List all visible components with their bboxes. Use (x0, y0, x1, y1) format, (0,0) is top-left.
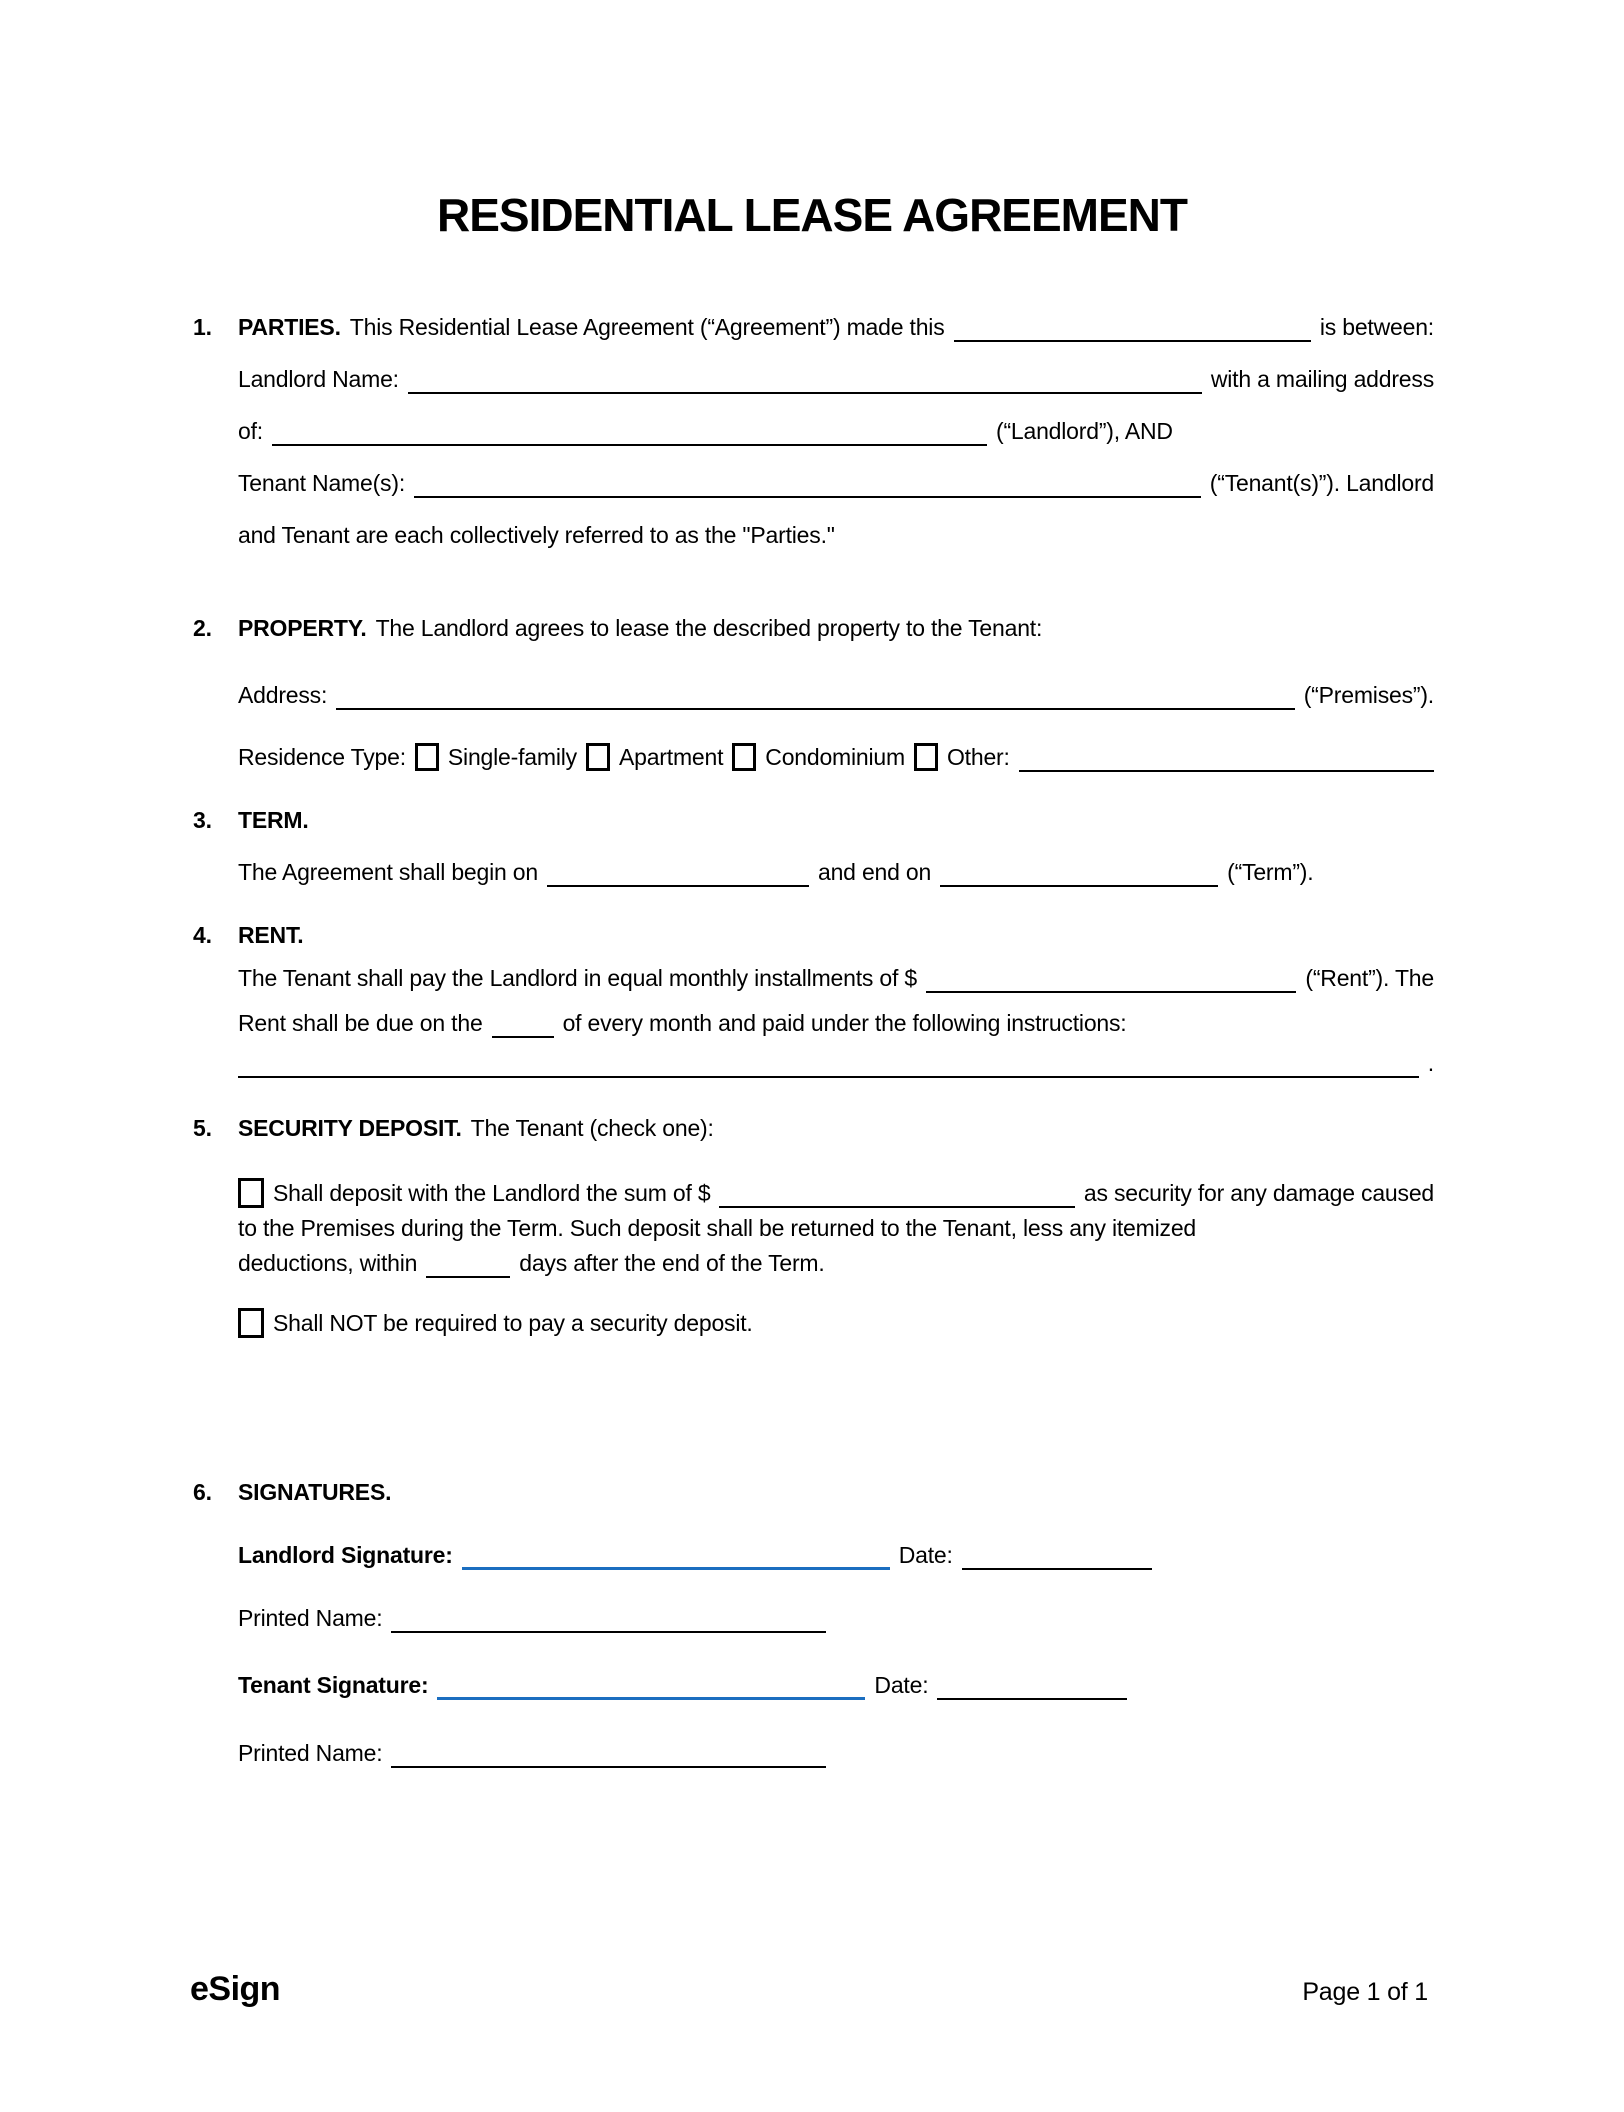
checkbox-other[interactable] (914, 743, 938, 771)
parties-closing-text: and Tenant are each collectively referred to as the "Parties." (238, 522, 835, 548)
residence-type-line (238, 742, 1434, 772)
property-heading-line (193, 613, 1434, 643)
rent-instructions-text: of every month and paid under the following instructions: (562, 1010, 1127, 1036)
deposit-option-1-line-3 (238, 1248, 1434, 1278)
blank-tenant-names[interactable] (414, 487, 1201, 498)
checkbox-condominium[interactable] (732, 743, 756, 771)
of-label: of: (238, 418, 263, 444)
blank-landlord-address[interactable] (272, 435, 987, 446)
term-line (238, 857, 1434, 887)
deposit-heading-line (193, 1113, 1434, 1143)
rent-line-2 (238, 1008, 1434, 1038)
landlord-defined-text: (“Landlord”), AND (995, 418, 1173, 444)
rent-defined-text: (“Rent”). The (1305, 965, 1434, 991)
blank-term-start-date[interactable] (547, 876, 809, 887)
section-4-heading: RENT. (238, 922, 304, 948)
section-5-number: 5. (193, 1115, 212, 1141)
mailing-address-text: with a mailing address (1210, 366, 1434, 392)
section-2-number: 2. (193, 615, 212, 641)
section-2-heading: PROPERTY. (238, 615, 367, 641)
blank-rent-due-day[interactable] (492, 1027, 554, 1038)
parties-line-4 (238, 468, 1434, 498)
section-6-number: 6. (193, 1479, 212, 1505)
landlord-date-label: Date: (898, 1542, 953, 1568)
tenant-printed-name-field[interactable] (391, 1757, 826, 1768)
term-defined-text: (“Term”). (1227, 859, 1314, 885)
blank-deposit-return-days[interactable] (426, 1267, 510, 1278)
option-other-label: Other: (946, 744, 1010, 770)
landlord-date-field[interactable] (962, 1559, 1152, 1570)
section-4-number: 4. (193, 922, 212, 948)
deposit-option-2-line (238, 1308, 1434, 1338)
option-condominium-label: Condominium (765, 744, 905, 770)
checkbox-no-deposit[interactable] (238, 1308, 264, 1338)
rent-due-text: Rent shall be due on the (238, 1010, 483, 1036)
no-deposit-text: Shall NOT be required to pay a security deposit. (273, 1310, 753, 1336)
rent-amount-text: The Tenant shall pay the Landlord in equal monthly installments of $ (238, 965, 917, 991)
blank-premises-address[interactable] (336, 699, 1295, 710)
checkbox-single-family[interactable] (415, 743, 439, 771)
blank-rent-amount[interactable] (926, 982, 1296, 993)
option-single-family-label: Single-family (447, 744, 577, 770)
blank-made-this-date[interactable] (954, 331, 1311, 342)
deposit-intro-text: The Tenant (check one): (470, 1115, 714, 1141)
landlord-printed-name-field[interactable] (391, 1622, 826, 1633)
residence-type-label: Residence Type: (238, 744, 406, 770)
tenant-printed-name-line (238, 1738, 1434, 1768)
landlord-signature-line (238, 1540, 1434, 1570)
address-line (238, 680, 1434, 710)
premises-defined-text: (“Premises”). (1303, 682, 1434, 708)
rent-line-1 (238, 963, 1434, 993)
esign-logo: eSign (190, 1970, 281, 2008)
deposit-security-text: as security for any damage caused (1083, 1180, 1434, 1206)
signatures-heading-line (193, 1477, 1434, 1507)
deposit-return-text: to the Premises during the Term. Such deposit shall be returned to the Tenant, less any itemized (238, 1215, 1196, 1241)
landlord-printed-name-label: Printed Name: (238, 1605, 383, 1631)
term-end-text: and end on (818, 859, 932, 885)
tenant-signature-line (238, 1670, 1434, 1700)
tenant-signature-label: Tenant Signature: (238, 1672, 429, 1698)
section-5-heading: SECURITY DEPOSIT. (238, 1115, 462, 1141)
tenant-date-field[interactable] (937, 1689, 1127, 1700)
deposit-deductions-text: deductions, within (238, 1250, 418, 1276)
property-intro-text: The Landlord agrees to lease the described property to the Tenant: (375, 615, 1043, 641)
parties-line-1 (193, 312, 1434, 342)
section-3-number: 3. (193, 807, 212, 833)
tenant-signature-field[interactable] (437, 1688, 865, 1700)
parties-intro-text: This Residential Lease Agreement (“Agreement”) made this (349, 314, 945, 340)
rent-heading-line (193, 920, 1434, 950)
option-apartment-label: Apartment (618, 744, 724, 770)
parties-intro-end: is between: (1319, 314, 1434, 340)
page-number: Page 1 of 1 (1302, 1978, 1428, 2006)
tenant-date-label: Date: (874, 1672, 929, 1698)
document-title: RESIDENTIAL LEASE AGREEMENT (437, 189, 1187, 241)
section-3-heading: TERM. (238, 807, 309, 833)
parties-line-5 (238, 520, 1434, 550)
tenant-names-label: Tenant Name(s): (238, 470, 406, 496)
blank-other-residence[interactable] (1019, 761, 1434, 772)
parties-line-2 (238, 364, 1434, 394)
tenant-defined-text: (“Tenant(s)”). Landlord (1209, 470, 1434, 496)
landlord-signature-label: Landlord Signature: (238, 1542, 453, 1568)
address-label: Address: (238, 682, 328, 708)
parties-line-3 (238, 416, 1434, 446)
section-1-heading: PARTIES. (238, 314, 341, 340)
term-begin-text: The Agreement shall begin on (238, 859, 538, 885)
blank-landlord-name[interactable] (408, 383, 1202, 394)
landlord-printed-name-line (238, 1603, 1434, 1633)
instructions-period: . (1427, 1050, 1434, 1076)
checkbox-apartment[interactable] (586, 743, 610, 771)
tenant-printed-name-label: Printed Name: (238, 1740, 383, 1766)
section-6-heading: SIGNATURES. (238, 1479, 392, 1505)
rent-line-3 (238, 1048, 1434, 1078)
blank-term-end-date[interactable] (940, 876, 1218, 887)
blank-payment-instructions[interactable] (238, 1067, 1419, 1078)
deposit-option-1-line-1 (238, 1178, 1434, 1208)
deposit-sum-text: Shall deposit with the Landlord the sum of $ (273, 1180, 711, 1206)
landlord-name-label: Landlord Name: (238, 366, 399, 392)
term-heading-line (193, 805, 1434, 835)
deposit-option-1-line-2 (238, 1213, 1434, 1243)
checkbox-deposit-required[interactable] (238, 1178, 264, 1208)
landlord-signature-field[interactable] (462, 1558, 890, 1570)
blank-deposit-amount[interactable] (719, 1197, 1074, 1208)
deposit-days-text: days after the end of the Term. (519, 1250, 825, 1276)
section-1-number: 1. (193, 314, 212, 340)
